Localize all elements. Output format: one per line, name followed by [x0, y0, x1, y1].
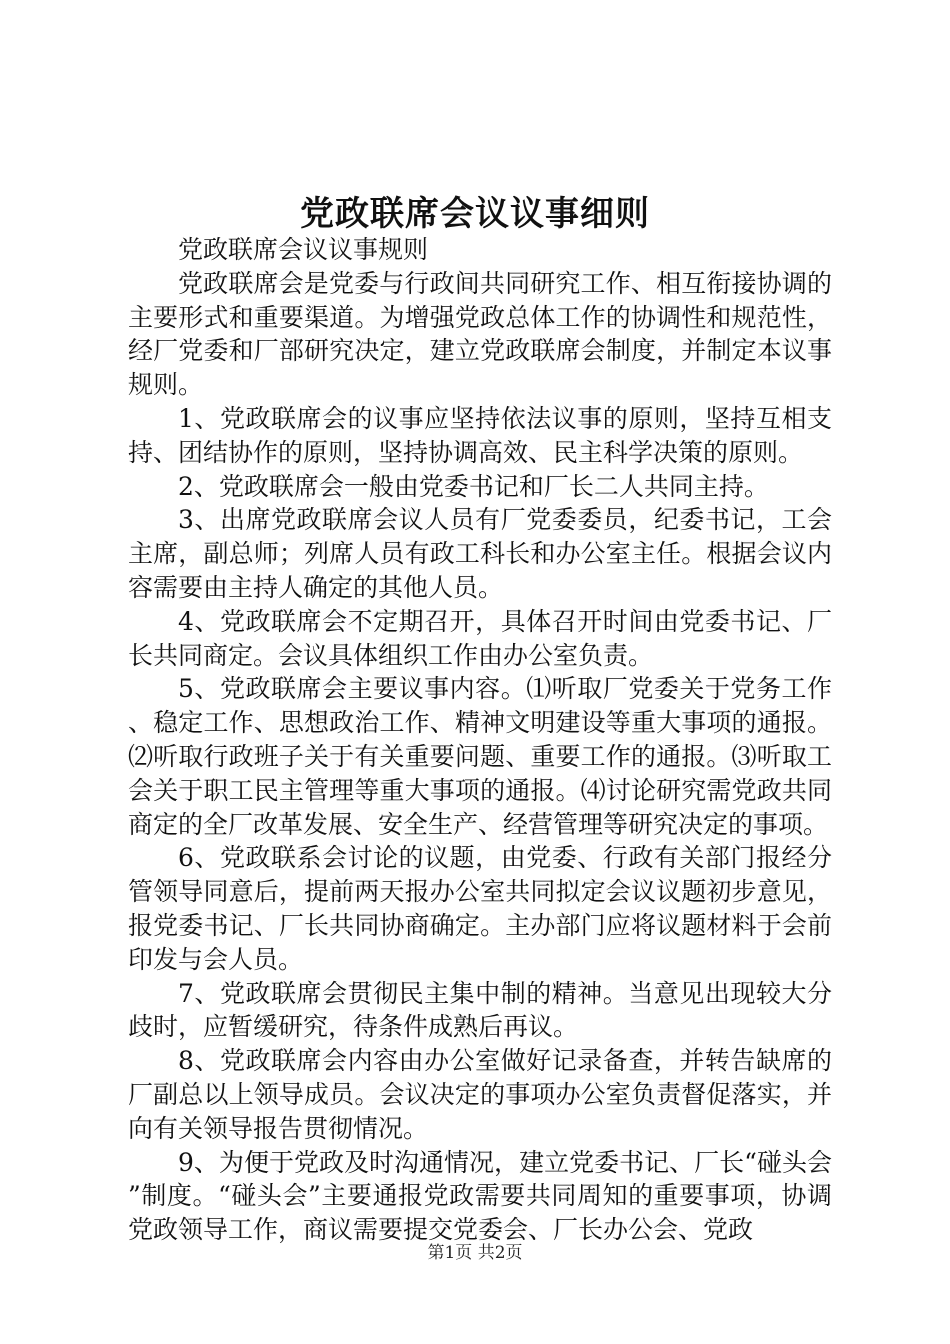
paragraph-item-4: 4、党政联席会不定期召开，具体召开时间由党委书记、厂长共同商定。会议具体组织工作由办公室负责。 — [128, 606, 832, 670]
paragraph-item-8: 8、党政联席会内容由办公室做好记录备查，并转告缺席的厂副总以上领导成员。会议决定的事项办公室负责督促落实，并向有关领导报告贯彻情况。 — [128, 1046, 832, 1143]
paragraph-item-1: 1、党政联席会的议事应坚持依法议事的原则，坚持互相支持、团结协作的原则，坚持协调高效、民主科学决策的原则。 — [128, 403, 832, 467]
document-body — [128, 233, 832, 1247]
paragraph-subtitle: 党政联席会议议事规则 — [178, 235, 429, 264]
document-title: 党政联席会议议事细则 — [300, 194, 650, 234]
paragraph-item-9: 9、为便于党政及时沟通情况，建立党委书记、厂长“碰头会”制度。“碰头会”主要通报党政需要共同周知的重要事项，协调党政领导工作，商议需要提交党委会、厂长办公会、党政 — [128, 1147, 832, 1245]
paragraph-item-5: 5、党政联席会主要议事内容。⑴听取厂党委关于党务工作、稳定工作、思想政治工作、精神文明建设等重大事项的通报。⑵听取行政班子关于有关重要问题、重要工作的通报。⑶听取工会关于职工民主管理等重大事项的通报。⑷讨论研究需党政共同商定的全厂改革发展、安全生产、经营管理等研究决定的事项。 — [128, 674, 832, 839]
paragraph-item-2: 2、党政联席会一般由党委书记和厂长二人共同主持。 — [178, 471, 769, 501]
paragraph-item-3: 3、出席党政联席会议人员有厂党委委员，纪委书记，工会主席，副总师；列席人员有政工科长和办公室主任。根据会议内容需要由主持人确定的其他人员。 — [128, 505, 832, 602]
page-footer: 第1页 共2页 — [427, 1243, 523, 1263]
paragraph-item-6: 6、党政联系会讨论的议题，由党委、行政有关部门报经分管领导同意后，提前两天报办公室共同拟定会议议题初步意见，报党委书记、厂长共同协商确定。主办部门应将议题材料于会前印发与会人员。 — [128, 843, 832, 974]
paragraph-item-7: 7、党政联席会贯彻民主集中制的精神。当意见出现较大分歧时，应暂缓研究，待条件成熟后再议。 — [128, 978, 832, 1042]
paragraph-intro: 党政联席会是党委与行政间共同研究工作、相互衔接协调的主要形式和重要渠道。为增强党政总体工作的协调性和规范性，经厂党委和厂部研究决定，建立党政联席会制度，并制定本议事规则。 — [128, 268, 832, 400]
